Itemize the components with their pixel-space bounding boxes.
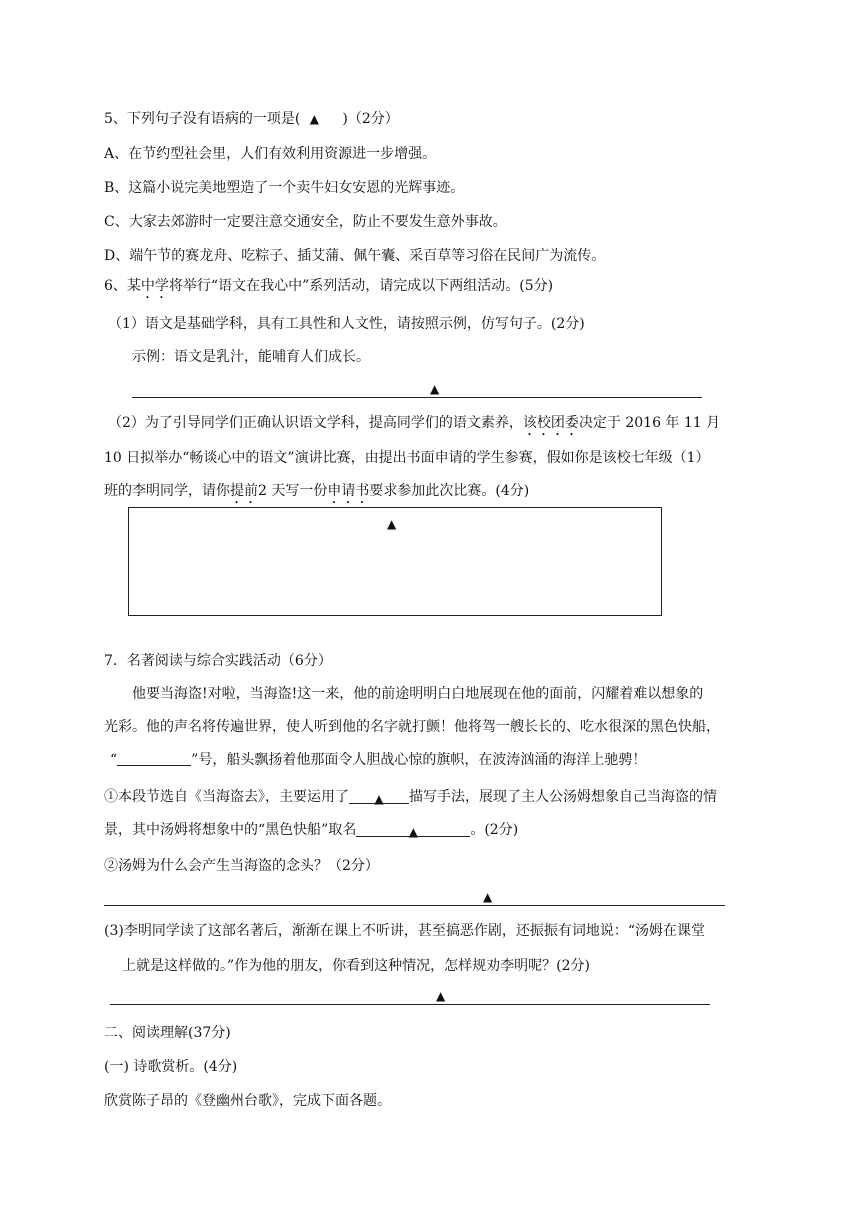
q6-stem: 6、某中学将举行“语文在我心中”系列活动，请完成以下两组活动。(5分) [104,278,554,294]
subsection-title: (一) 诗歌赏析。(4分) [104,1059,238,1075]
q6-part1: （1）语文是基础学科，具有工具性和人文性，请按照示例，仿写句子。(2分) [108,316,585,332]
q5-option-d: D、端午节的赛龙舟、吃粽子、插艾蒲、佩午囊、采百草等习俗在民间广为流传。 [104,248,606,264]
q6-part2-line1: （2）为了引导同学们正确认识语文学科，提高同学们的语文素养，该校团委决定于 2016 年 11 月 [108,415,721,431]
q6-part2-line3: 班的李明同学，请你提前2 天写一份申请书要求参加此次比赛。(4分) [104,483,530,499]
q6-part2-line2: 10 日拟举办“畅谈心中的语文”演讲比赛，由提出书面申请的学生参赛，假如你是该校七年级（1） [104,450,710,466]
q7-sub3-line1: (3)李明同学读了这部名著后，渐渐在课上不听讲，甚至搞恶作剧，还振振有词地说：“汤姆在课堂 [104,923,705,939]
answer-line [110,1004,710,1005]
blank [356,822,470,837]
passage-line: “ ”号，船头飘扬着他那面令人胆战心惊的旗帜，在波涛汹涌的海洋上驰骋！ [110,752,647,768]
q5-option-b: B、这篇小说完美地塑造了一个卖牛妇女安恩的光辉事迹。 [104,180,465,196]
answer-line [132,397,702,398]
q5-option-c: C、大家去郊游时一定要注意交通安全，防止不要发生意外事故。 [104,214,507,230]
q7-sub2: ②汤姆为什么会产生当海盗的念头？（2分） [104,858,379,874]
passage-line: 他要当海盗!对啦，当海盗!这一来，他的前途明明白白地展现在他的面前，闪耀着难以想象的 [132,686,704,702]
answer-marker: ▲ [387,517,397,531]
passage-line: 光彩。他的声名将传遍世界，使人听到他的名字就打颤！他将驾一艘长长的、吃水很深的黑色快船， [104,719,720,735]
q7-sub3-line2: 上就是这样做的。”作为他的朋友，你看到这种情况，怎样规劝李明呢？(2分) [122,958,590,974]
blank [117,751,191,766]
answer-line [104,905,725,906]
q6-example: 示例：语文是乳汁，能哺育人们成长。 [132,349,370,365]
answer-marker: ▲ [483,890,493,904]
q7-sub1-line2: 景，其中汤姆将想象中的“黑色快船”取名 ▲ 。(2分) [104,820,518,840]
answer-marker: ▲ [436,989,446,1003]
section-title: 二、阅读理解(37分) [104,1025,231,1041]
q7-title: 7．名著阅读与综合实践活动（6分） [104,653,332,669]
answer-marker: ▲ [374,792,384,806]
answer-marker: ▲ [408,825,418,839]
answer-marker: ▲ [309,112,319,126]
q5-stem: 5、下列句子没有语病的一项是( ▲ )（2分） [104,111,399,127]
blank [349,789,409,804]
poem-intro: 欣赏陈子昂的《登幽州台歌》，完成下面各题。 [104,1093,391,1109]
q7-sub1-line1: ①本段节选自《当海盗去》，主要运用了 ▲ 描写手法，展现了主人公汤姆想象自己当海盗的情 [104,787,717,807]
answer-marker: ▲ [430,382,440,396]
q5-option-a: A、在节约型社会里，人们有效利用资源进一步增强。 [104,146,437,162]
